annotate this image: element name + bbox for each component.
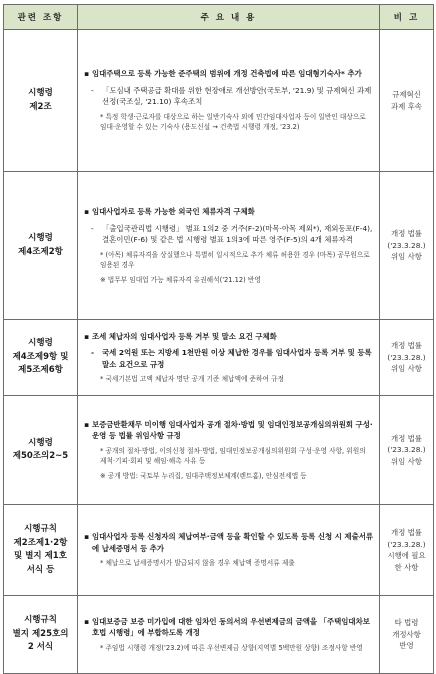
header-law: 관련 조항 [4,5,78,30]
row-content [78,596,380,674]
row-note: 타 법령 개정사항 반영 [380,596,434,674]
main-item: ▪ 보증금반환채무 미이행 임대사업자 공개 절차·방법 및 임대인정보공개심의위원회 구성·운영 등 법률 위임사항 규정 [84,419,373,441]
footnote: * 주임법 시행령 개정('23.2)에 따른 우선변제금 상향(지역별 5백만원 상향) 조정사항 반영 [100,643,363,652]
main-item: ▪ 임대사업자 등록 신청자의 체납여부·금액 등을 확인할 수 있도록 등록 신청 시 제출서류에 납세증명서 등 추가 [84,532,373,553]
amendment-table [3,4,434,674]
sub-item: - 「도심내 주택공급 확대를 위한 현장애로 개선방안(국토부, '21.9) 및 규제혁신 과제 선정(국조실, '21.10) 후속조치 [91,85,372,107]
main-item: ▪ 조세 체납자의 임대사업자 등록 거부 및 말소 요건 구체화 [84,331,277,341]
row-law: 시행령 제2조 [4,30,78,172]
row-law: 시행령 제4조제9항 및 제5조제6항 [4,320,78,396]
row-law: 시행령 제50조의2~5 [4,396,78,505]
table-row [4,172,434,320]
table-row [4,396,434,505]
row-law: 시행령 제4조제2항 [4,172,78,320]
row-note: 규제혁신 과제 후속 [380,30,434,172]
row-content [78,320,380,396]
table-row [4,320,434,396]
table-header-row [4,5,434,30]
table-row [4,30,434,172]
row-content [78,172,380,320]
footnote: * 공개의 절차·방법, 이의신청 절차·방법, 임대인정보공개심의위원회 구성·운영 사항, 위원의 제척·기피·회피 및 해임·해촉 사유 등 [100,446,366,466]
row-note: 개정 법률 ('23.3.28.) 위임 사항 [380,396,434,505]
footnote: * (아목) 체류자격을 상실했으나 특별히 일시적으로 추가 체류 허용한 경우 (마목) 공무원으로 임용된 경우 [100,250,370,269]
row-content [78,30,380,172]
footnote: * 체납으로 납세증명서가 발급되지 않을 경우 체납액 증명서류 제출 [100,559,295,568]
footnote: * 국세기본법 고액 체납자 명단 공개 기준 체납액에 준하여 규정 [100,375,284,383]
row-law: 시행규칙 별지 제25호의 2 서식 [4,596,78,674]
row-content [78,505,380,596]
row-law: 시행규칙 제2조제1·2항 및 별지 제1호 서식 등 [4,505,78,596]
row-note: 개정 법률 ('23.3.28.) 시행에 필요 한 사항 [380,505,434,596]
header-note: 비 고 [380,5,434,30]
reference-note: ※ 공개 방법: 국토부 누리집, 임대주택정보체계(렌트홈), 안심전세앱 등 [100,471,307,480]
main-item: ▪ 임대주택으로 등록 가능한 준주택의 범위에 개정 건축법에 따른 임대형기숙사* 추가 [84,69,362,79]
table-row [4,596,434,674]
sub-item: - 「출입국관리법 시행령」 별표 1의2 중 거주(F-2)(마목·아목 제외*), 재외동포(F-4), 결혼이민(F-6) 및 같은 법 시행령 별표 1의3에 따른 영주(F-5)의 4개 체류자격 [91,223,373,244]
document-page [3,4,433,674]
main-item: ▪ 임대보증금 보증 미가입에 대한 임차인 동의서의 우선변제금의 금액을 「주택임대차보호법 시행령」에 부합하도록 개정 [84,616,370,638]
reference-note: ※ 법무부 임대업 가능 체류자격 유권해석('21.12) 반영 [100,275,261,284]
sub-item: - 국세 2억원 또는 지방세 1천만원 이상 체납한 경우를 임대사업자 등록 거부 및 등록 말소 요건으로 규정 [91,348,372,369]
row-note: 개정 법률 ('23.3.28.) 위임 사항 [380,172,434,320]
footnote: * 특정 학생·근로자를 대상으로 하는 일반기숙사 외에 민간임대사업자 등이 일반인 대상으로 임대·운영할 수 있는 기숙사 (용도신설 → 건축법 시행령 개정, '23.2) [100,112,366,132]
row-note: 개정 법률 ('23.3.28.) 위임 사항 [380,320,434,396]
row-content [78,396,380,505]
header-content: 주 요 내 용 [78,5,380,30]
main-item: ▪ 임대사업자로 등록 가능한 외국인 체류자격 구체화 [84,207,255,216]
table-row [4,505,434,596]
